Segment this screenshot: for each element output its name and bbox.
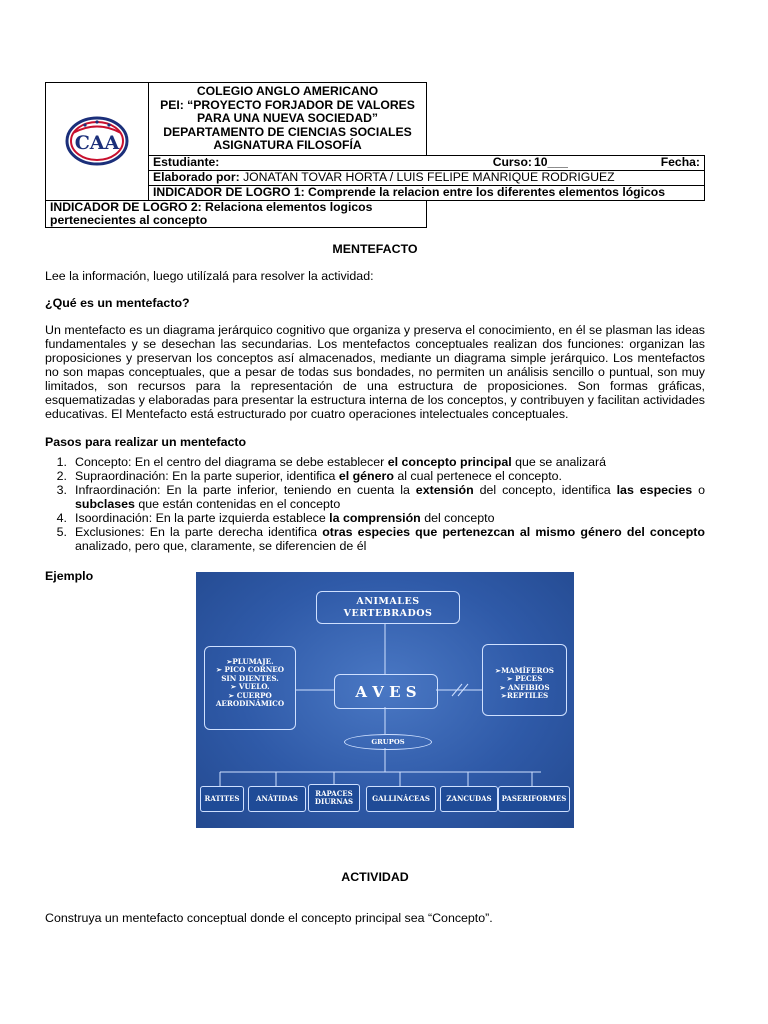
header-title-block: [149, 83, 427, 156]
document-page: [45, 82, 705, 583]
groups-box: GRUPOS: [344, 734, 432, 750]
example-label: Ejemplo: [45, 568, 94, 583]
category-zancudas: ZANCUDAS: [440, 786, 498, 812]
logo-cell: [46, 83, 149, 201]
list-item: 2. Supraordinación: En la parte superior, identifica el género al cual pertenece el concepto.: [56, 468, 562, 483]
department-line: DEPARTAMENTO DE CIENCIAS SOCIALES: [163, 124, 412, 139]
section-heading-what: ¿Qué es un mentefacto?: [45, 295, 190, 310]
pei-line: PEI: “PROYECTO FORJADOR DE VALORES PARA UNA NUEVA SOCIEDAD”: [160, 97, 415, 126]
page-title: MENTEFACTO: [332, 241, 418, 256]
school-logo-icon: [65, 116, 129, 166]
exclusions-box: ➢MAMÍFEROS ➢ PECES ➢ ANFIBIOS ➢REPTILES: [482, 644, 567, 716]
list-item: 1. Concepto: En el centro del diagrama se debe establecer el concepto principal que se analizará: [56, 454, 607, 469]
author-value: JONATAN TOVAR HORTA / LUIS FELIPE MANRIQUE RODRIGUEZ: [243, 170, 615, 185]
comprehension-box: ➢PLUMAJE. ➢ PICO CORNEO SIN DIENTES. ➢ VUELO. ➢ CUERPO AERODINÁMICO: [204, 646, 296, 730]
course-value: 10___: [534, 155, 568, 170]
header-table: [45, 82, 705, 228]
intro-text: Lee la información, luego utilízalá para resolver la actividad:: [45, 268, 374, 283]
list-item: 5. Exclusiones: En la parte derecha identifica otras especies que pertenezcan al mismo género del concepto analizado, pero que, claramente, se diferencien de él: [56, 524, 706, 553]
svg-text:CAA: CAA: [74, 131, 120, 154]
school-name: COLEGIO ANGLO AMERICANO: [196, 84, 379, 98]
author-label: Elaborado por:: [153, 170, 240, 185]
category-rapaces: RAPACES DIURNAS: [308, 784, 360, 812]
course-label: Curso:: [492, 155, 532, 170]
category-ratites: RATITES: [200, 786, 244, 812]
author-row: [149, 170, 705, 185]
activity-title: ACTIVIDAD: [341, 870, 409, 884]
steps-list: [45, 455, 705, 553]
category-gallinaceas: GALLINÁCEAS: [366, 786, 436, 812]
list-item: 4. Isoordinación: En la parte izquierda establece la comprensión del concepto: [56, 510, 495, 525]
example-diagram: [196, 572, 574, 828]
section-heading-steps: Pasos para realizar un mentefacto: [45, 434, 247, 449]
indicator-2: INDICADOR DE LOGRO 2: Relaciona elementos logicos pertenecientes al concepto: [46, 200, 427, 227]
list-item: 3. Infraordinación: En la parte inferior, teniendo en cuenta la extensión del concepto, identifica las especies o subclases que están contenidas en el concepto: [56, 482, 705, 511]
date-label: Fecha:: [660, 155, 700, 170]
indicator-1: INDICADOR DE LOGRO 1: Comprende la relacion entre los diferentes elementos lógicos: [149, 185, 705, 200]
genus-box: ANIMALES VERTEBRADOS: [316, 591, 460, 624]
activity-text: Construya un mentefacto conceptual donde el concepto principal sea “Concepto”.: [45, 911, 493, 925]
subject-line: ASIGNATURA FILOSOFÍA: [213, 138, 362, 153]
category-paseriformes: PASERIFORMES: [498, 786, 570, 812]
concept-box: A V E S: [334, 674, 438, 709]
definition-paragraph: Un mentefacto es un diagrama jerárquico cognitivo que organiza y preserva el conocimiento, en él se plasman las ideas fundamentales y se desechan las secundarias. Los mentefactos conceptuales realizan dos funciones: organizan las proposiciones y preservan los conceptos así almacenados, mediante un diagrama simple jerárquico. Los mentefactos no son mapas conceptuales, que a pesar de todas sus bondades, no permiten un análisis sencillo o puntual, son muy limitados, son recursos para la representación de una estructura de proposiciones. Son formas gráficas, esquematizadas y elaboradas para presentar la estructura interna de los conceptos, y contribuyen y facilitan actividades educativas. El Mentefacto está estructurado por cuatro operaciones intelectuales conceptuales.: [45, 322, 705, 421]
student-row: [149, 155, 705, 170]
category-anatidas: ANÁTIDAS: [248, 786, 306, 812]
student-label: Estudiante:: [153, 155, 220, 170]
